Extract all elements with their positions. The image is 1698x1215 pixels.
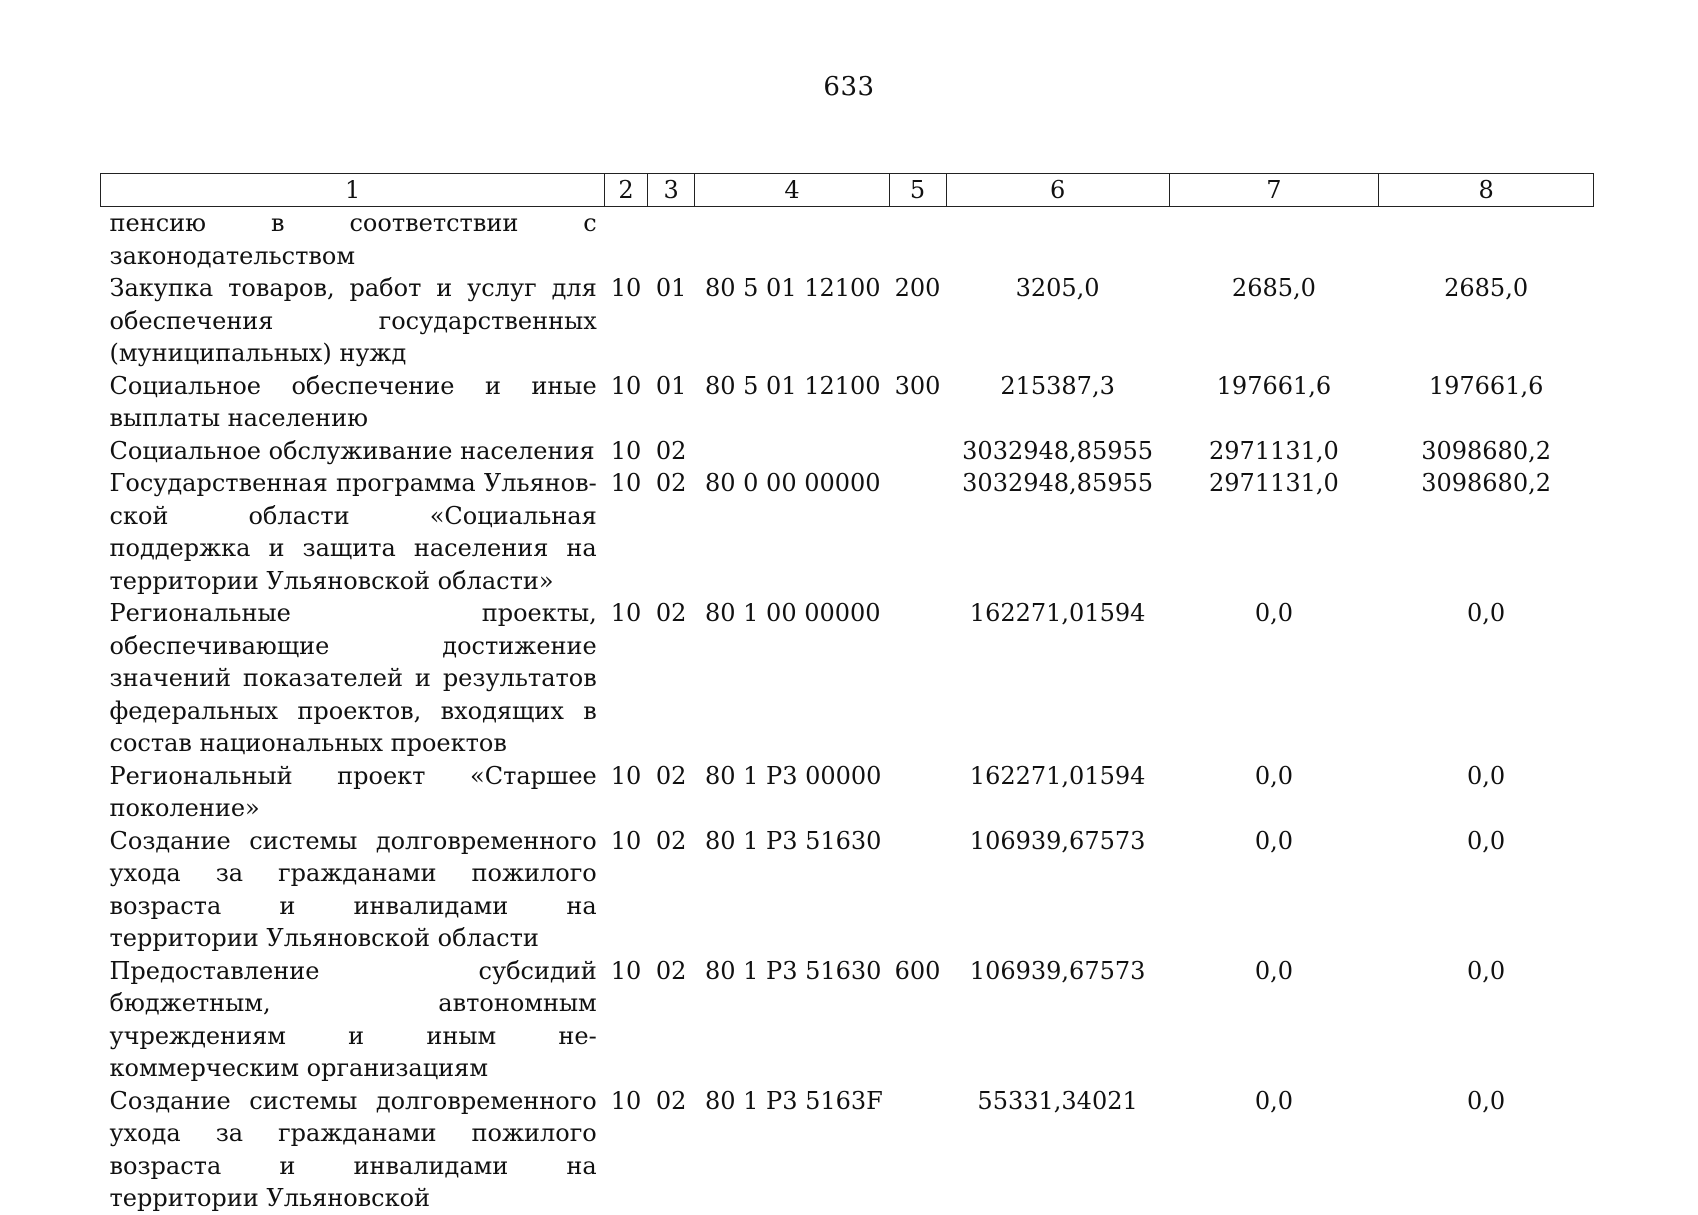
row-name: Государственная программа Ульяновской области «Социальная поддержка и защита населения на территории Ульяновской области» bbox=[109, 469, 597, 595]
amount-col-8: 0,0 bbox=[1467, 956, 1506, 985]
subsection-code: 01 bbox=[655, 274, 687, 302]
subsection-code: 02 bbox=[655, 956, 687, 985]
row-name: Социальное обслуживание населения bbox=[109, 436, 595, 465]
table-row bbox=[101, 467, 1594, 597]
subsection-code: 02 bbox=[655, 436, 687, 465]
row-name: пенсию в соответствии с законодательством bbox=[109, 209, 597, 270]
subsection-code: 02 bbox=[655, 469, 687, 497]
subsection-code: 02 bbox=[655, 761, 687, 790]
amount-col-8: 197661,6 bbox=[1428, 371, 1544, 400]
section-code: 10 bbox=[610, 436, 642, 465]
target-article-code: 80 5 01 12100 bbox=[704, 371, 881, 400]
section-code: 10 bbox=[610, 599, 642, 627]
table-row bbox=[101, 207, 1594, 273]
table-row bbox=[101, 597, 1594, 760]
target-article-code: 80 1 P3 00000 bbox=[704, 761, 882, 790]
target-article-code: 80 5 01 12100 bbox=[704, 274, 881, 302]
header-row bbox=[101, 174, 1594, 207]
expense-type-code bbox=[889, 467, 946, 597]
table-row bbox=[101, 760, 1594, 825]
amount-col-7: 0,0 bbox=[1254, 826, 1293, 855]
section-code: 10 bbox=[610, 956, 642, 985]
column-header-8: 8 bbox=[1379, 174, 1594, 207]
row-name: Региональные проекты, обеспечивающие достижение значений показателей и результатов федеральных проектов, входящих в состав национальных проектов bbox=[109, 599, 597, 757]
amount-col-8: 3098680,2 bbox=[1421, 436, 1551, 465]
amount-col-7: 0,0 bbox=[1254, 956, 1293, 985]
table-row bbox=[101, 272, 1594, 370]
row-name: Создание системы долговременного ухода за гражданами пожилого возраста и инвалидами на территории Ульяновской области bbox=[109, 826, 597, 952]
row-name: Социальное обеспечение и иные выплаты населению bbox=[109, 371, 597, 432]
amount-col-7: 0,0 bbox=[1254, 599, 1293, 627]
row-name: Создание системы долговременного ухода за гражданами пожилого возраста и инвалидами на территории Ульяновской bbox=[109, 1086, 597, 1212]
amount-col-6: 3032948,85955 bbox=[962, 469, 1154, 497]
table-row bbox=[101, 825, 1594, 955]
target-article-code: 80 1 00 00000 bbox=[704, 599, 881, 627]
table-header bbox=[101, 174, 1594, 207]
target-article-code bbox=[695, 435, 889, 468]
amount-col-8 bbox=[1379, 207, 1594, 273]
column-header-4: 4 bbox=[695, 174, 889, 207]
amount-col-8: 2685,0 bbox=[1444, 274, 1529, 302]
target-article-code: 80 1 P3 51630 bbox=[704, 956, 882, 985]
column-header-1: 1 bbox=[101, 174, 605, 207]
column-header-5: 5 bbox=[889, 174, 946, 207]
amount-col-7: 2685,0 bbox=[1231, 274, 1316, 302]
subsection-code: 02 bbox=[655, 1086, 687, 1115]
subsection-code: 02 bbox=[655, 599, 687, 627]
target-article-code: 80 0 00 00000 bbox=[704, 469, 881, 497]
table-row bbox=[101, 370, 1594, 435]
expense-type-code bbox=[889, 1085, 946, 1215]
column-header-3: 3 bbox=[647, 174, 695, 207]
expense-type-code bbox=[889, 207, 946, 273]
expense-type-code: 200 bbox=[894, 274, 941, 302]
column-header-7: 7 bbox=[1169, 174, 1379, 207]
table-row bbox=[101, 955, 1594, 1085]
amount-col-6: 106939,67573 bbox=[969, 826, 1146, 855]
column-header-2: 2 bbox=[605, 174, 648, 207]
table-body bbox=[101, 207, 1594, 1215]
amount-col-7: 197661,6 bbox=[1216, 371, 1332, 400]
amount-col-6 bbox=[946, 207, 1169, 273]
subsection-code: 01 bbox=[655, 371, 687, 400]
expense-type-code bbox=[889, 597, 946, 760]
target-article-code bbox=[695, 207, 889, 273]
budget-table bbox=[100, 173, 1594, 1215]
expense-type-code bbox=[889, 760, 946, 825]
amount-col-6: 162271,01594 bbox=[969, 599, 1146, 627]
amount-col-8: 0,0 bbox=[1467, 599, 1506, 627]
section-code: 10 bbox=[610, 371, 642, 400]
section-code: 10 bbox=[610, 274, 642, 302]
amount-col-8: 0,0 bbox=[1467, 826, 1506, 855]
section-code bbox=[605, 207, 648, 273]
amount-col-8: 3098680,2 bbox=[1421, 469, 1551, 497]
row-name: Предоставление субсидий бюджетным, автономным учреждениям и иным некоммерческим организациям bbox=[109, 956, 597, 1082]
subsection-code: 02 bbox=[655, 826, 687, 855]
expense-type-code bbox=[889, 825, 946, 955]
column-header-6: 6 bbox=[946, 174, 1169, 207]
page-number: 633 bbox=[823, 72, 875, 102]
amount-col-6: 106939,67573 bbox=[969, 956, 1146, 985]
section-code: 10 bbox=[610, 469, 642, 497]
section-code: 10 bbox=[610, 761, 642, 790]
amount-col-7: 0,0 bbox=[1254, 1086, 1293, 1115]
amount-col-8: 0,0 bbox=[1467, 1086, 1506, 1115]
target-article-code: 80 1 P3 5163F bbox=[704, 1086, 883, 1115]
expense-type-code: 300 bbox=[894, 371, 941, 400]
subsection-code bbox=[647, 207, 695, 273]
amount-col-8: 0,0 bbox=[1467, 761, 1506, 790]
target-article-code: 80 1 P3 51630 bbox=[704, 826, 882, 855]
amount-col-7: 0,0 bbox=[1254, 761, 1293, 790]
expense-type-code bbox=[889, 435, 946, 468]
table-row bbox=[101, 1085, 1594, 1215]
row-name: Региональный проект «Старшее поколение» bbox=[109, 761, 597, 822]
amount-col-7 bbox=[1169, 207, 1379, 273]
amount-col-6: 3205,0 bbox=[1015, 274, 1100, 302]
section-code: 10 bbox=[610, 1086, 642, 1115]
amount-col-6: 3032948,85955 bbox=[962, 436, 1154, 465]
amount-col-7: 2971131,0 bbox=[1209, 436, 1339, 465]
amount-col-6: 55331,34021 bbox=[977, 1086, 1138, 1115]
amount-col-6: 162271,01594 bbox=[969, 761, 1146, 790]
expense-type-code: 600 bbox=[894, 956, 941, 985]
amount-col-6: 215387,3 bbox=[1000, 371, 1115, 400]
amount-col-7: 2971131,0 bbox=[1209, 469, 1339, 497]
table-row bbox=[101, 435, 1594, 468]
section-code: 10 bbox=[610, 826, 642, 855]
row-name: Закупка товаров, работ и услуг для обеспечения государственных (муниципальных) нужд bbox=[109, 274, 597, 367]
